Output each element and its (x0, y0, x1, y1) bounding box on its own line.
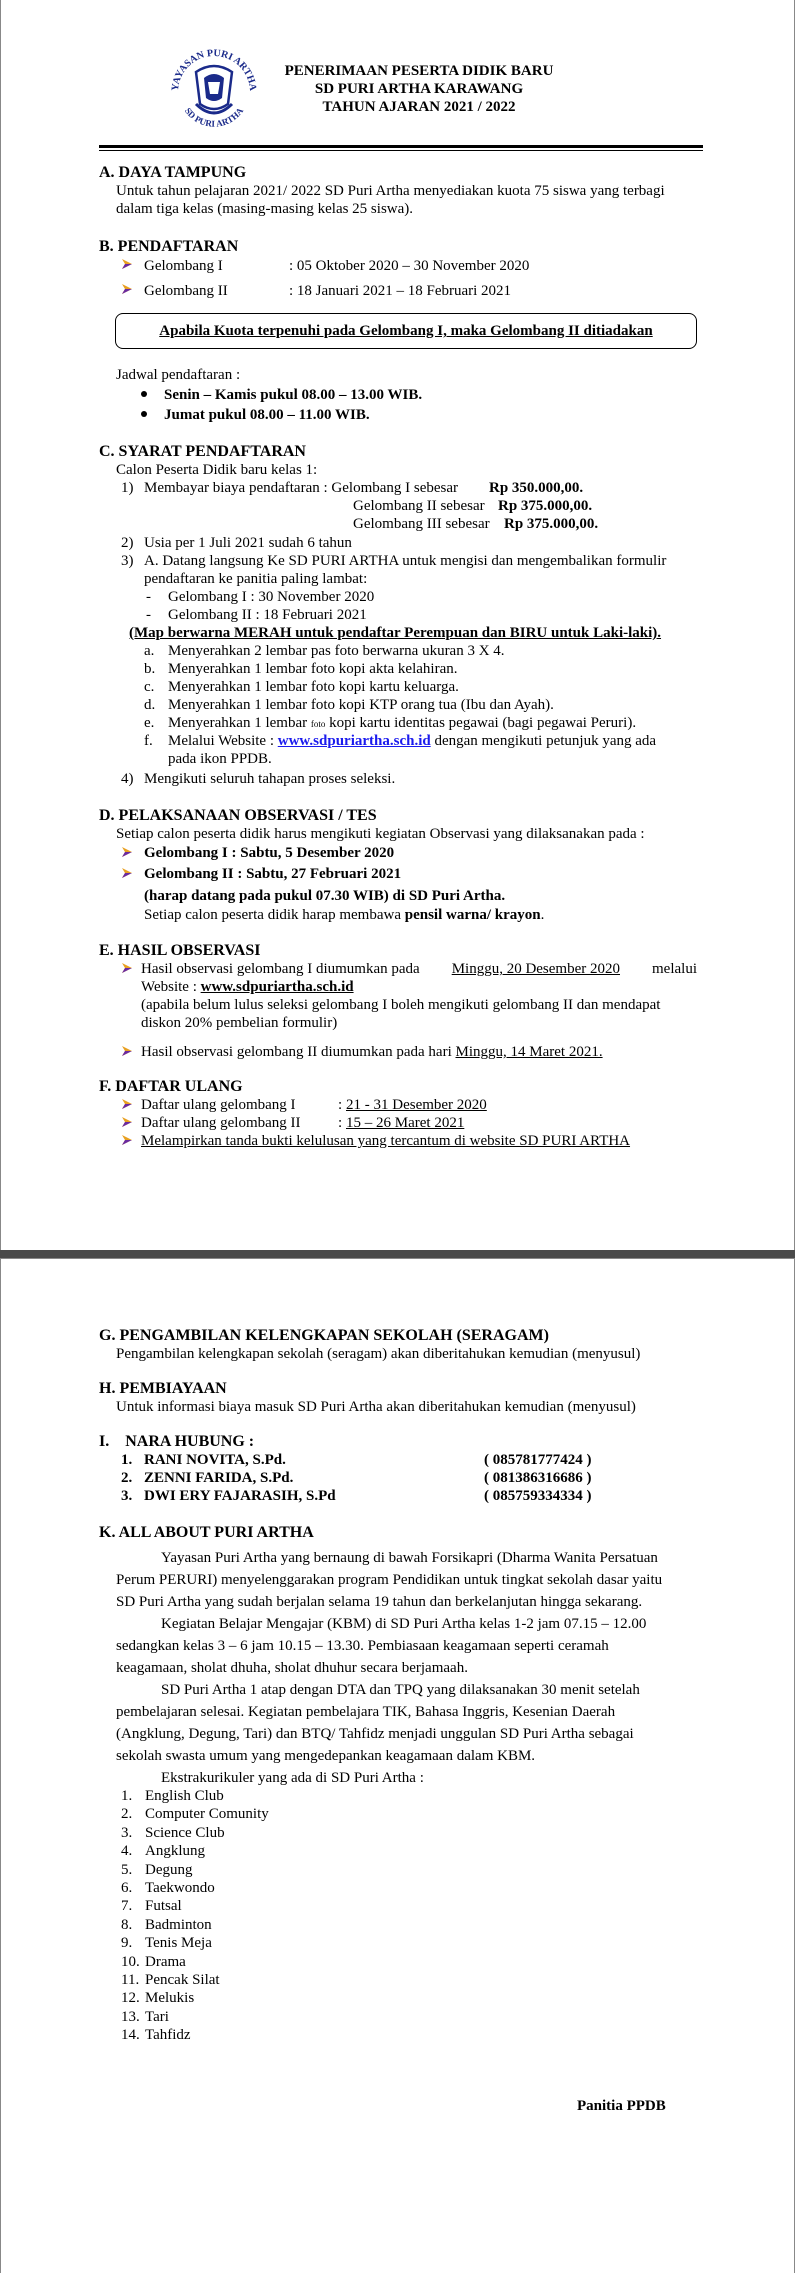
k-p2-l2: sedangkan kelas 3 – 6 jam 10.15 – 13.30. Pembiasaan keagamaan seperti ceramah (116, 1638, 609, 1654)
doc-c-key: c. (144, 679, 155, 695)
section-g-text: Pengambilan kelengkapan sekolah (seragam) akan diberitahukan kemudian (menyusul) (116, 1346, 641, 1362)
eks-item: 8. Badminton (121, 1916, 212, 1933)
item-2-num: 2) (121, 535, 134, 551)
item-3-num: 3) (121, 553, 134, 569)
k-p3-l2: pembelajaran selesai. Kegiatan pembelajara TIK, Bahasa Inggris, Kesenian Daerah (116, 1704, 616, 1720)
eks-item: 9. Tenis Meja (121, 1935, 212, 1952)
eks-item: 6. Taekwondo (121, 1880, 215, 1897)
document-page-2: G. PENGAMBILAN KELENGKAPAN SEKOLAH (SERAGAM) Pengambilan kelengkapan sekolah (seragam) akan diberitahukan kemudian (menyusul) H. PEMBIAYAAN Untuk informasi biaya masuk SD Puri Artha akan diberitahukan kemudian (menyusul) I. NARA HUBUNG : 1. RANI NOVITA, S.Pd. ( 085781777424 ) 2. ZENNI FARIDA, S.Pd. ( 081386316686 ) 3. DWI ERY FAJARASIH, S.Pd ( 085759334334 ) K. ALL ABOUT PURI ARTHA Yayasan Puri Artha yang bernaung di bawah Forsikapri (Dharma Wanita Persatuan Perum PERURI) menyelenggarakan program Pendidikan untuk tingkat sekolah dasar yaitu SD Puri Artha yang sudah berjalan selama 19 tahun dan berkelanjutan hingga sekarang. Kegiatan Belajar Mengajar (KBM) di SD Puri Artha kelas 1-2 jam 07.15 – 12.00 sedangkan kelas 3 – 6 jam 10.15 – 13.30. Pembiasaan keagamaan seperti ceramah keagamaan, sholat dhuha, sholat dhuhur secara berjamaah. SD Puri Artha 1 atap dengan DTA dan TPQ yang dilaksanakan 30 menit setelah pembelajaran selesai. Kegiatan pembelajara TIK, Bahasa Inggris, Kesenian Daerah (Angklung, Degung, Tari) dan BTQ/ Tahfidz menjadi unggulan SD Puri Artha sebagai sekolah swasta umum yang mengedepankan keagamaan dalam KBM. Ekstrakurikuler yang ada di SD Puri Artha : 1. English Club 2. Computer Comunity 3. Science Club 4. Angklung 5. Degung 6. Taekwondo 7. Futsal 8. Badminton 9. Tenis Meja 10. Drama 11. Pencak Silat 12. Melukis 13. Tari 14. Tahfidz Panitia PPDB (0, 1258, 795, 2273)
doc-f-text: Melalui Website : www.sdpuriartha.sch.id dengan mengikuti petunjuk yang ada (168, 733, 657, 749)
section-a-line2: dalam tiga kelas (masing-masing kelas 25 siswa). (116, 201, 414, 217)
item-3-line1: A. Datang langsung Ke SD PURI ARTHA untuk mengisi dan mengembalikan formulir (144, 553, 667, 569)
header-rule-thin (99, 150, 703, 151)
doc-b-text: Menyerahkan 1 lembar foto kopi akta kelahiran. (168, 661, 458, 677)
section-b-title: B. PENDAFTARAN (99, 238, 239, 255)
section-f-title: F. DAFTAR ULANG (99, 1078, 243, 1095)
section-d-title: D. PELAKSANAAN OBSERVASI / TES (99, 807, 377, 824)
gelombang-2-dates: : 18 Januari 2021 – 18 Februari 2021 (289, 283, 512, 299)
map-note: (Map berwarna MERAH untuk pendaftar Perempuan dan BIRU untuk Laki-laki). (129, 625, 662, 641)
section-i-title: I. NARA HUBUNG : (99, 1433, 255, 1450)
eks-item: 10. Drama (121, 1953, 186, 1970)
item-1c-amount: Rp 375.000,00. (504, 516, 599, 532)
section-g-title: G. PENGAMBILAN KELENGKAPAN SEKOLAH (SERAGAM) (99, 1327, 549, 1344)
k-p1-l2: Perum PERURI) menyelenggarakan program Pendidikan untuk tingkat sekolah dasar yaitu (116, 1572, 663, 1588)
daftar-ulang-2-dates: 15 – 26 Maret 2021 (346, 1115, 465, 1131)
item-4-text: Mengikuti seluruh tahapan proses seleksi. (144, 771, 396, 787)
header-title-line1: PENERIMAAN PESERTA DIDIK BARU (284, 63, 554, 79)
observasi-bring: Setiap calon peserta didik harap membawa pensil warna/ krayon. (144, 907, 545, 923)
k-p3-l4: sekolah swasta umum yang mengedepankan keagamaan dalam KBM. (116, 1748, 536, 1764)
doc-d-key: d. (144, 697, 156, 713)
doc-c-text: Menyerahkan 1 lembar foto kopi kartu keluarga. (168, 679, 459, 695)
observasi-note: (harap datang pada pukul 07.30 WIB) di SD Puri Artha. (144, 888, 506, 904)
hasil-1-note1: (apabila belum lulus seleksi gelombang I boleh mengikuti gelombang II dan mendapat (141, 997, 661, 1013)
gelombang-2-label: Gelombang II (144, 283, 228, 299)
eks-label: Ekstrakurikuler yang ada di SD Puri Artha : (161, 1770, 424, 1786)
eks-item: 4. Angklung (121, 1843, 205, 1860)
arrow-bullet-icon (120, 282, 134, 296)
eks-item: 13. Tari (121, 2008, 169, 2025)
section-a-line1: Untuk tahun pelajaran 2021/ 2022 SD Puri Artha menyediakan kuota 75 siswa yang terbagi (116, 183, 665, 199)
eks-item: 7. Futsal (121, 1898, 182, 1915)
arrow-bullet-icon (120, 866, 134, 880)
eks-list (121, 1787, 269, 2045)
item-1-amount: Rp 350.000,00. (489, 480, 584, 496)
contact-1-name: RANI NOVITA, S.Pd. (144, 1452, 286, 1468)
observasi-g1: Gelombang I : Sabtu, 5 Desember 2020 (144, 845, 395, 861)
section-d-intro: Setiap calon peserta didik harus mengikuti kegiatan Observasi yang dilaksanakan pada : (116, 826, 645, 842)
eks-item: 12. Melukis (121, 1990, 195, 2007)
section-h-text: Untuk informasi biaya masuk SD Puri Artha akan diberitahukan kemudian (menyusul) (116, 1399, 636, 1415)
contact-1-phone: ( 085781777424 ) (484, 1452, 592, 1468)
arrow-bullet-icon (120, 1133, 134, 1147)
arrow-bullet-icon (120, 1097, 134, 1111)
signature-panitia: Panitia PPDB (577, 2098, 666, 2114)
eks-item: 5. Degung (121, 1861, 193, 1878)
arrow-bullet-icon (120, 1115, 134, 1129)
hasil-2-line: Hasil observasi gelombang II diumumkan pada hari Minggu, 14 Maret 2021. (141, 1044, 603, 1060)
k-p3-l3: (Angklung, Degung, Tari) dan BTQ/ Tahfidz menjadi unggulan SD Puri Artha sebagai (116, 1726, 634, 1742)
section-h-title: H. PEMBIAYAAN (99, 1380, 227, 1397)
eks-item: 1. English Club (121, 1788, 224, 1804)
schedule-label: Jadwal pendaftaran : (116, 367, 241, 383)
contact-3-phone: ( 085759334334 ) (484, 1488, 592, 1504)
item-1-num: 1) (121, 480, 134, 496)
bullet-dot-icon (141, 411, 147, 417)
daftar-ulang-1-dates: 21 - 31 Desember 2020 (346, 1097, 487, 1113)
deadline-1: Gelombang I : 30 November 2020 (168, 589, 375, 605)
doc-e-text: Menyerahkan 1 lembar foto kopi kartu identitas pegawai (bagi pegawai Peruri). (168, 715, 637, 731)
item-1c-text: Gelombang III sebesar (353, 516, 490, 532)
website-link[interactable]: www.sdpuriartha.sch.id (277, 733, 431, 749)
arrow-bullet-icon (120, 257, 134, 271)
doc-e-key: e. (144, 715, 155, 731)
logo-bottom-text: SD PURI ARTHA (182, 105, 246, 129)
document-page-1: YAYASAN PURI ARTHA SD PURI ARTHA PENERIMAAN PESERTA DIDIK BARU SD PURI ARTHA KARAWANG TAHUN AJARAN 2021 / 2022 A. DAYA TAMPUNG Untuk tahun pelajaran 2021/ 2022 SD Puri Artha menyediakan kuota 75 siswa yang terbagi dalam tiga kelas (masing-masing kelas 25 siswa). B. PENDAFTARAN Gelombang I : 05 Oktober 2020 – 30 November 2020 Gelombang II : 18 Januari 2021 – 18 Februari 2021 Apabila Kuota terpenuhi pada Gelombang I, maka Gelombang II ditiadakan Jadwal pendaftaran : Senin – Kamis pukul 08.00 – 13.00 WIB. Jumat pukul 08.00 – 11.00 WIB. C. SYARAT PENDAFTARAN Calon Peserta Didik baru kelas 1: 1) Membayar biaya pendaftaran : Gelombang I sebesar Rp 350.000,00. Gelombang II sebesar Rp 375.000,00. Gelombang III sebesar Rp 375.000,00. 2) Usia per 1 Juli 2021 sudah 6 tahun 3) A. Datang langsung Ke SD PURI ARTHA untuk mengisi dan mengembalikan formulir pendaftaran ke panitia paling lambat: - Gelombang I : 30 November 2020 - Gelombang II : 18 Februari 2021 (Map berwarna MERAH untuk pendaftar Perempuan dan BIRU untuk Laki-laki). a. Menyerahkan 2 lembar pas foto berwarna ukuran 3 X 4. b. Menyerahkan 1 lembar foto kopi akta kelahiran. c. Menyerahkan 1 lembar foto kopi kartu keluarga. d. Menyerahkan 1 lembar foto kopi KTP orang tua (Ibu dan Ayah). e. Menyerahkan 1 lembar foto kopi kartu identitas pegawai (bagi pegawai Peruri). f. Melalui Website : www.sdpuriartha.sch.id dengan mengikuti petunjuk yang ada pada ikon PPDB. 4) Mengikuti seluruh tahapan proses seleksi. D. PELAKSANAAN OBSERVASI / TES Setiap calon peserta didik harus mengikuti kegiatan Observasi yang dilaksanakan pada : Gelombang I : Sabtu, 5 Desember 2020 Gelombang II : Sabtu, 27 Februari 2021 (harap datang pada pukul 07.30 WIB) di SD Puri Artha. Setiap calon peserta didik harap membawa pensil warna/ krayon. E. HASIL OBSERVASI Hasil observasi gelombang I diumumkan pada Minggu, 20 Desember 2020 melalui Website : www.sdpuriartha.sch.id (apabila belum lulus seleksi gelombang I boleh mengikuti gelombang II dan mendapat diskon 20% pembelian formulir) Hasil observasi gelombang II diumumkan pada hari Minggu, 14 Maret 2021. F. DAFTAR ULANG Daftar ulang gelombang I : 21 - 31 Desember 2020 Daftar ulang gelombang II : 15 – 26 Maret 2021 Melampirkan tanda bukti kelulusan yang tercantum di website SD PURI ARTHA (0, 0, 795, 1250)
item-1b-text: Gelombang II sebesar (353, 498, 485, 514)
daftar-ulang-note: Melampirkan tanda bukti kelulusan yang tercantum di website SD PURI ARTHA (141, 1133, 631, 1149)
item-1b-amount: Rp 375.000,00. (498, 498, 593, 514)
hasil-1-note2: diskon 20% pembelian formulir) (141, 1015, 338, 1031)
gelombang-1-label: Gelombang I (144, 258, 223, 274)
bullet-dot-icon (141, 391, 147, 397)
arrow-bullet-icon (120, 845, 134, 859)
item-3-line2: pendaftaran ke panitia paling lambat: (144, 571, 368, 587)
notice-text: Apabila Kuota terpenuhi pada Gelombang I, maka Gelombang II ditiadakan (159, 323, 653, 339)
notice-box (115, 313, 697, 349)
eks-item: 14. Tahfidz (121, 2027, 191, 2044)
k-p3-l1: SD Puri Artha 1 atap dengan DTA dan TPQ yang dilaksanakan 30 menit setelah (161, 1682, 640, 1698)
arrow-bullet-icon (120, 961, 134, 975)
section-k-title: K. ALL ABOUT PURI ARTHA (99, 1524, 314, 1541)
section-a-title: A. DAYA TAMPUNG (99, 164, 247, 181)
schedule-2: Jumat pukul 08.00 – 11.00 WIB. (164, 407, 370, 423)
doc-f-key: f. (144, 733, 153, 749)
k-p2-l1: Kegiatan Belajar Mengajar (KBM) di SD Puri Artha kelas 1-2 jam 07.15 – 12.00 (161, 1616, 647, 1632)
item-2-text: Usia per 1 Juli 2021 sudah 6 tahun (144, 535, 352, 551)
doc-f-line2: pada ikon PPDB. (168, 751, 272, 767)
school-logo (166, 42, 262, 138)
contact-2-phone: ( 081386316686 ) (484, 1470, 592, 1486)
header-title-line3: TAHUN AJARAN 2021 / 2022 (322, 99, 516, 115)
deadline-2: Gelombang II : 18 Februari 2021 (168, 607, 367, 623)
hasil-1-line: Hasil observasi gelombang I diumumkan pada Minggu, 20 Desember 2020 melalui (141, 961, 697, 977)
doc-a-text: Menyerahkan 2 lembar pas foto berwarna ukuran 3 X 4. (168, 643, 505, 659)
logo-top-text: YAYASAN PURI ARTHA (169, 47, 259, 92)
gelombang-1-dates: : 05 Oktober 2020 – 30 November 2020 (289, 258, 530, 274)
website-link-2[interactable]: www.sdpuriartha.sch.id (200, 979, 354, 995)
header-title-line2: SD PURI ARTHA KARAWANG (314, 81, 524, 97)
item-4-num: 4) (121, 771, 134, 787)
hasil-1-website: Website : www.sdpuriartha.sch.id (141, 979, 354, 995)
page-separator (0, 1250, 795, 1258)
section-c-title: C. SYARAT PENDAFTARAN (99, 443, 306, 460)
doc-d-text: Menyerahkan 1 lembar foto kopi KTP orang tua (Ibu dan Ayah). (168, 697, 554, 713)
contact-2-name: ZENNI FARIDA, S.Pd. (144, 1470, 294, 1486)
k-p2-l3: keagamaan, sholat dhuha, sholat dhuhur secara berjamaah. (116, 1660, 468, 1676)
doc-a-key: a. (144, 643, 155, 659)
arrow-bullet-icon (120, 1044, 134, 1058)
section-c-intro: Calon Peserta Didik baru kelas 1: (116, 462, 318, 478)
daftar-ulang-1-label: Daftar ulang gelombang I (141, 1097, 296, 1113)
k-p1-l1: Yayasan Puri Artha yang bernaung di bawah Forsikapri (Dharma Wanita Persatuan (161, 1550, 658, 1566)
k-p1-l3: SD Puri Artha yang sudah berjalan selama 19 tahun dan berkelanjutan hingga sekarang. (116, 1594, 643, 1610)
header-rule-thick (99, 145, 703, 148)
eks-item: 3. Science Club (121, 1824, 225, 1841)
doc-b-key: b. (144, 661, 156, 677)
contact-3-name: DWI ERY FAJARASIH, S.Pd (144, 1488, 336, 1504)
eks-item: 11. Pencak Silat (121, 1972, 220, 1989)
item-1-text: Membayar biaya pendaftaran : Gelombang I sebesar (144, 480, 459, 496)
section-e-title: E. HASIL OBSERVASI (99, 942, 261, 959)
observasi-g2: Gelombang II : Sabtu, 27 Februari 2021 (144, 866, 402, 882)
schedule-1: Senin – Kamis pukul 08.00 – 13.00 WIB. (164, 387, 423, 403)
eks-item: 2. Computer Comunity (121, 1806, 269, 1823)
daftar-ulang-2-label: Daftar ulang gelombang II (141, 1115, 301, 1131)
